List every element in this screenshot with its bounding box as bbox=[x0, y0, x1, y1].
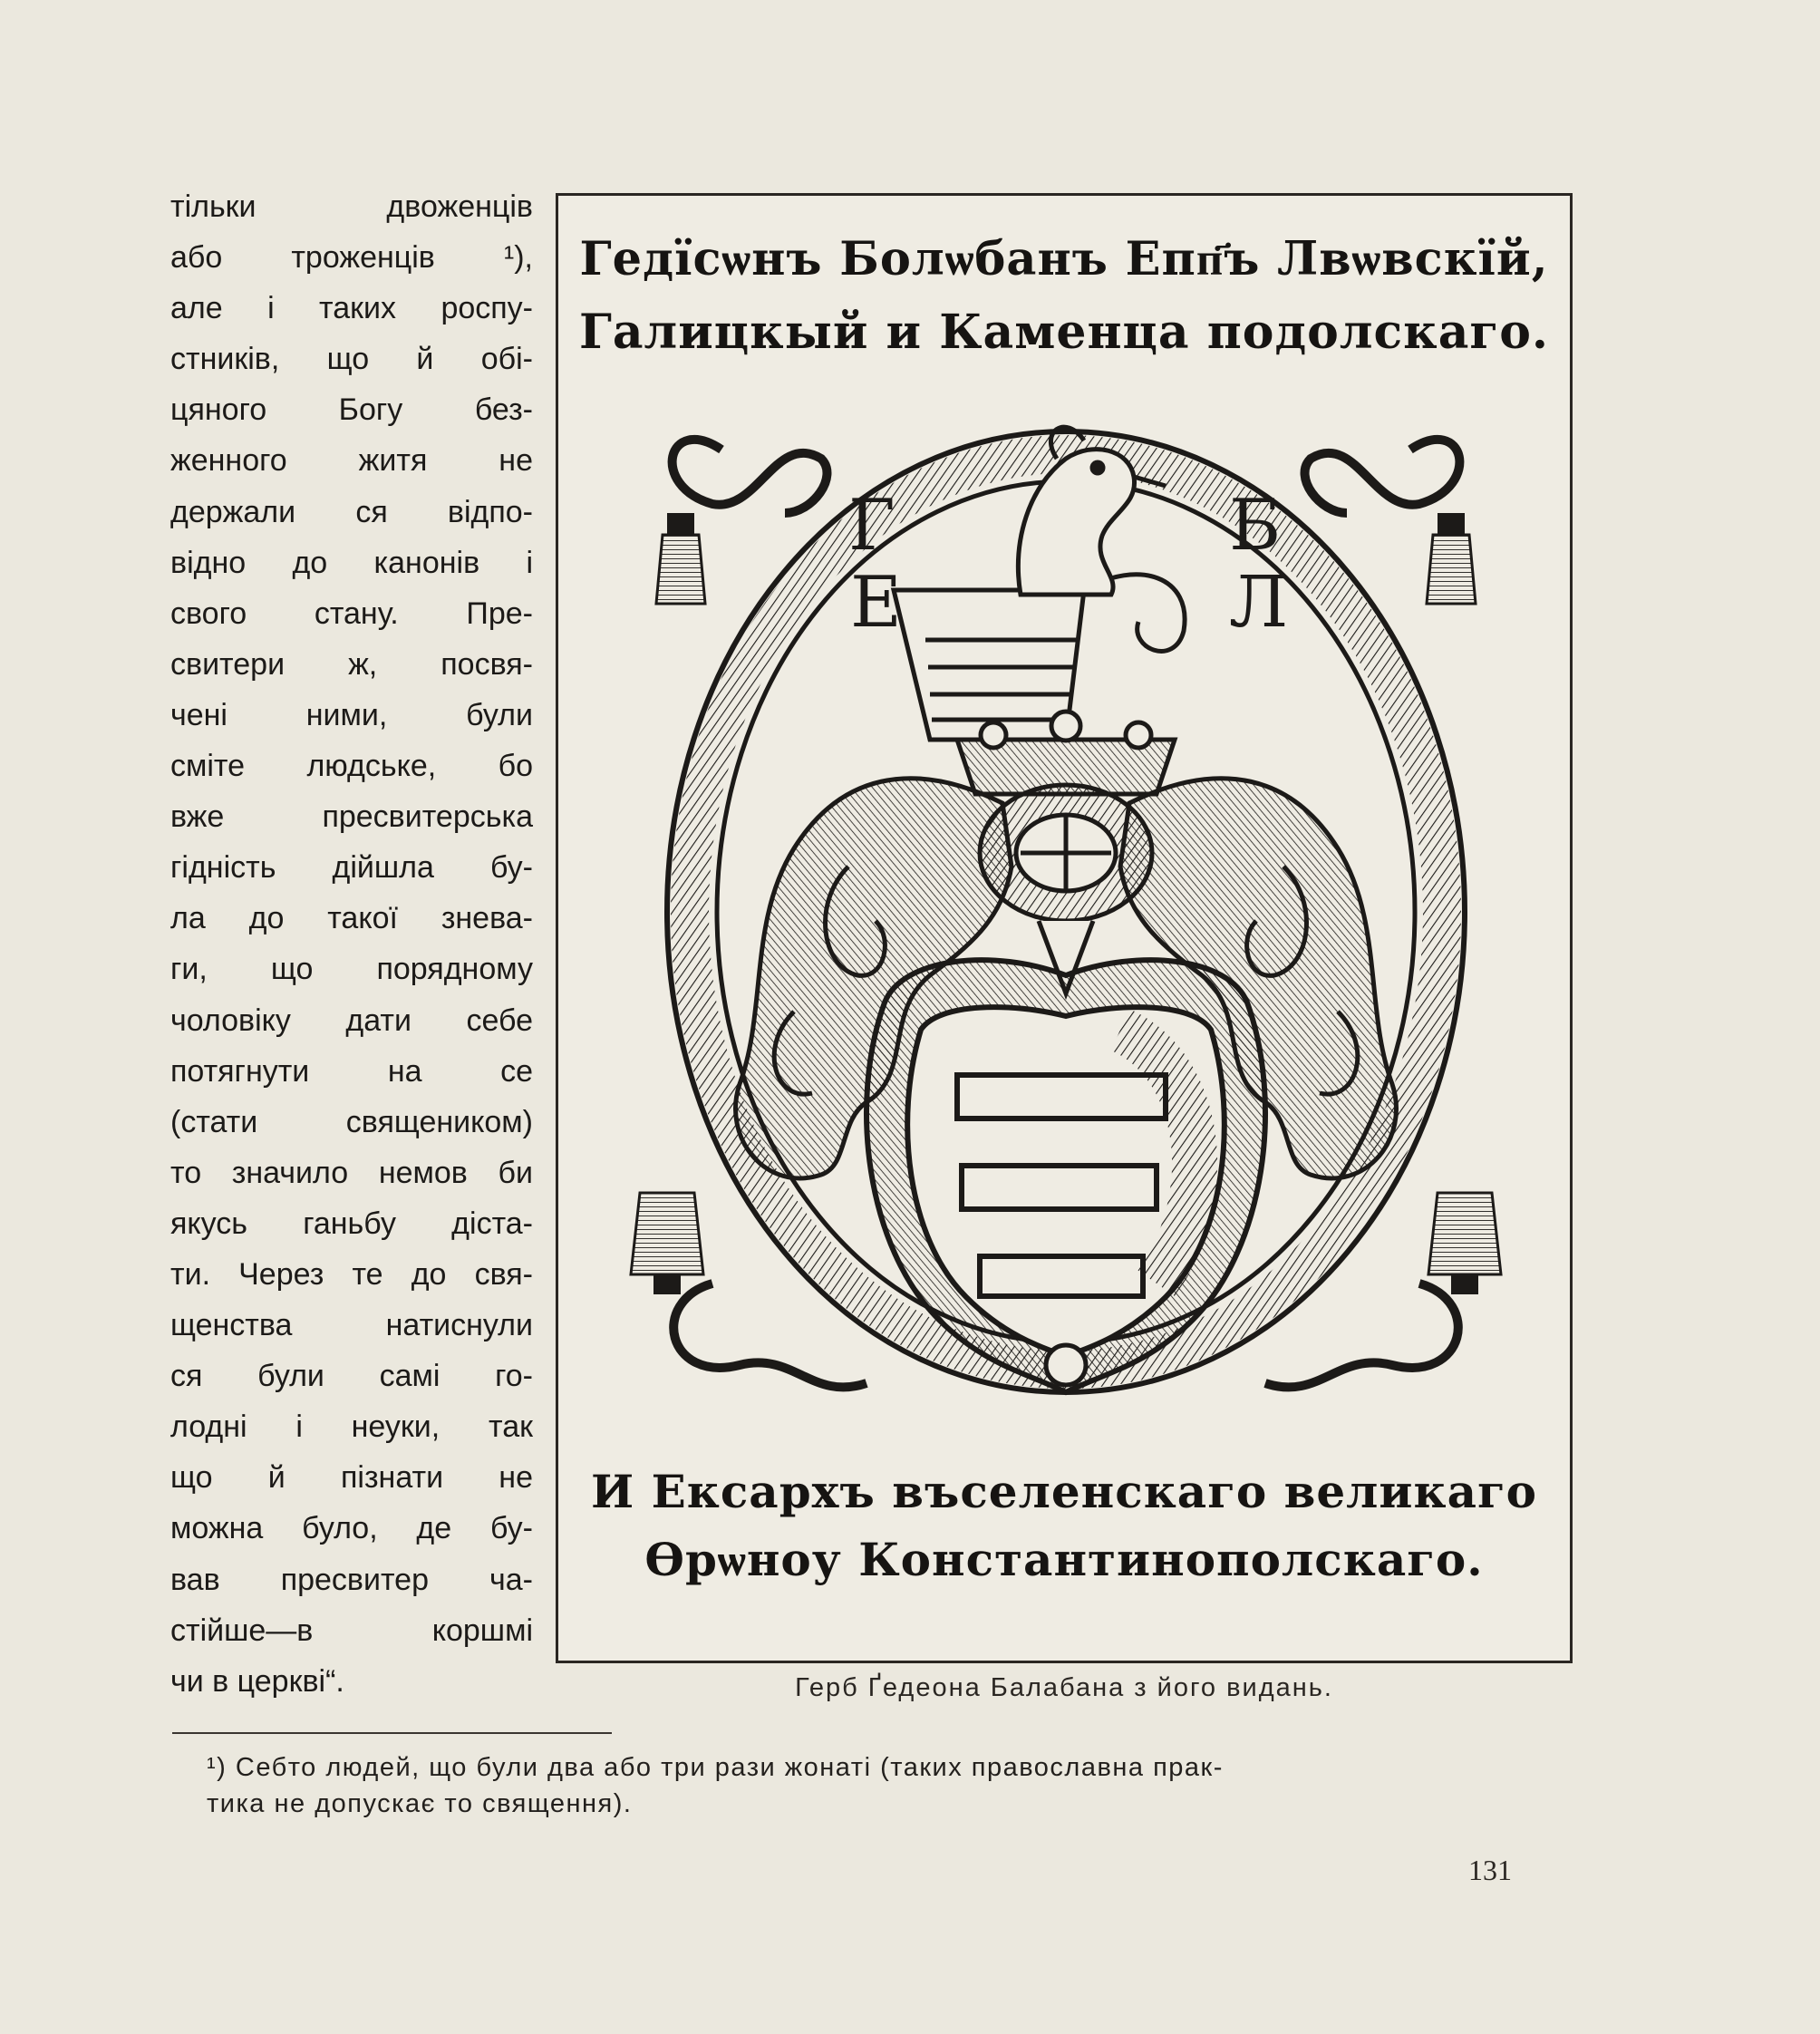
body-line: (стати священиком) bbox=[170, 1104, 533, 1139]
body-line: ла до такої знева- bbox=[170, 901, 533, 936]
bottom-roundel-icon bbox=[1046, 1345, 1086, 1385]
body-line: стійше—в коршмі bbox=[170, 1613, 533, 1648]
footnote-rule bbox=[172, 1732, 612, 1734]
body-line: чи в церкві“. bbox=[170, 1663, 344, 1699]
body-line: ги, що порядному bbox=[170, 952, 533, 987]
monogram-top-right: Б bbox=[1229, 485, 1282, 567]
footnote-line: тика не допускає то священня). bbox=[207, 1789, 633, 1818]
figure-heading-top-line-1: Гедїсѡнъ Болѡбанъ Епп҃ъ Лвѡвскїй, bbox=[579, 232, 1549, 286]
tassel-bottom-left-icon bbox=[631, 1193, 703, 1294]
body-line: вже пресвитерська bbox=[170, 799, 533, 835]
shield-bar-2 bbox=[962, 1166, 1157, 1209]
ribbon-left bbox=[673, 440, 828, 513]
body-line: відно до канонів і bbox=[170, 545, 533, 580]
shield-bar-1 bbox=[957, 1075, 1166, 1119]
body-line: цяного Богу без- bbox=[170, 392, 533, 428]
shield-bar-3 bbox=[980, 1256, 1143, 1296]
body-line: потягнути на се bbox=[170, 1053, 533, 1089]
tassel-top-left-icon bbox=[656, 513, 705, 604]
body-line: ти. Через те до свя- bbox=[170, 1256, 533, 1292]
body-line: стників, що й обі- bbox=[170, 342, 533, 377]
footnote bbox=[207, 1749, 1584, 1822]
body-line: або троженців ¹), bbox=[170, 240, 533, 276]
body-line: щенства натиснули bbox=[170, 1308, 533, 1343]
page-number: 131 bbox=[1468, 1854, 1512, 1886]
figure-heading-bottom-line-1: И Ексархъ въселенскаго великаго bbox=[591, 1465, 1537, 1518]
body-line: женного житя не bbox=[170, 443, 533, 479]
monogram-top-left: Г bbox=[848, 485, 895, 567]
body-line: що й пізнати не bbox=[170, 1460, 533, 1496]
body-line: вав пресвитер ча- bbox=[170, 1562, 533, 1597]
monogram-bottom-right: Л bbox=[1229, 562, 1289, 644]
body-line: лодні і неуки, так bbox=[170, 1409, 533, 1445]
body-line: то значило немов би bbox=[170, 1155, 533, 1190]
coat-of-arms-figure bbox=[556, 193, 1573, 1663]
body-line: чені ними, були bbox=[170, 697, 533, 732]
tassel-bottom-right-icon bbox=[1428, 1193, 1501, 1294]
tassel-top-right-icon bbox=[1427, 513, 1476, 604]
body-line: свого стану. Пре- bbox=[170, 596, 533, 631]
figure-caption: Герб Ґедеона Балабана з його видань. bbox=[795, 1673, 1333, 1702]
ribbon-right bbox=[1305, 440, 1460, 513]
footnote-line: ¹) Себто людей, що були два або три рази жонаті (таких православна прак- bbox=[207, 1753, 1224, 1782]
body-line: але і таких роспу- bbox=[170, 291, 533, 326]
body-line: можна було, де бу- bbox=[170, 1511, 533, 1546]
figure-heading-bottom-line-2: Ѳрѡноу Константинополскаго. bbox=[644, 1533, 1484, 1586]
body-line: чоловіку дати себе bbox=[170, 1002, 533, 1038]
coat-of-arms-woodcut bbox=[613, 377, 1519, 1429]
body-line: держали ся відпо- bbox=[170, 494, 533, 529]
body-line: тільки двоженців bbox=[170, 189, 533, 224]
body-line: свитери ж, посвя- bbox=[170, 646, 533, 682]
crest-crown bbox=[894, 575, 1185, 794]
figure-heading-top-line-2: Галицкый и Каменца подолскаго. bbox=[578, 305, 1550, 360]
body-line: ся були самі го- bbox=[170, 1359, 533, 1394]
monogram-bottom-left: Е bbox=[850, 562, 902, 644]
body-line: сміте людське, бо bbox=[170, 749, 533, 784]
body-line: гідність дійшла бу- bbox=[170, 850, 533, 886]
body-text-column bbox=[170, 181, 533, 1707]
body-line: якусь ганьбу діста- bbox=[170, 1206, 533, 1241]
